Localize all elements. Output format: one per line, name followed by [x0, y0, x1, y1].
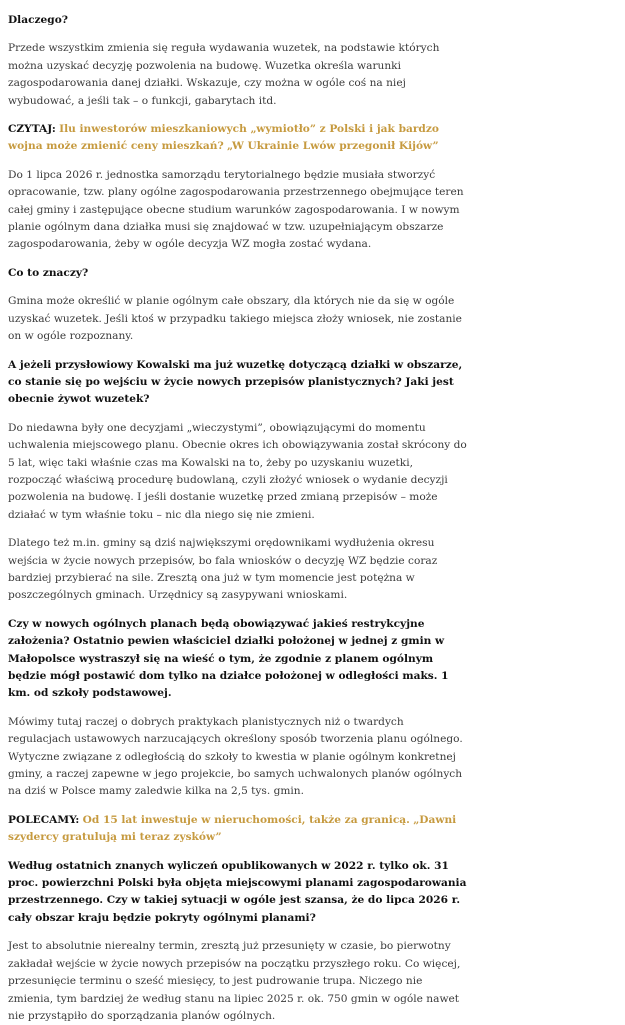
- article-body: [8, 0, 468, 1025]
- related-link[interactable]: „Dawni szydercy gratulują mi teraz zysków”: [8, 813, 457, 844]
- related-link[interactable]: „W Ukrainie Lwów przegonił Kijów”: [227, 140, 439, 153]
- related-link[interactable]: Ilu inwestorów mieszkaniowych „wymiotło” z Polski i jak bardzo wojna może zmienić ceny mieszkań?: [8, 123, 439, 153]
- question-heading: Czy w nowych ogólnych planach będą obowiązywać jakieś restrykcyjne założenia? Ostatnio pewien właściciel działki położonej w jednej z gmin w Małopolsce wystraszył się na wieść o tym, że zgodnie z planem ogólnym będzie mógł postawić dom tylko na działce położonej w odległości maks. 1 km. od szkoły podstawowej.: [8, 617, 449, 700]
- paragraph: Do niedawna były one decyzjami „wieczystymi”, obowiązującymi do momentu uchwalenia miejscowego planu. Obecnie okres ich obowiązywania został skrócony do 5 lat, więc taki właśnie czas ma Kowalski na to, żeby po uzyskaniu wuzetki, rozpocząć właściwą procedurę budowlaną, czyli złożyć wniosek o wydanie decyzji pozwolenia na budowę. I jeśli dostanie wuzetkę przed zmianą przepisów – może działać w tym właśnie toku – nic dla niego się nie zmieni.: [8, 421, 467, 521]
- related-link[interactable]: Od 15 lat inwestuje w nieruchomości, także za granicą.: [82, 813, 410, 826]
- paragraph: Przede wszystkim zmienia się reguła wydawania wuzetek, na podstawie których można uzyskać decyzję pozwolenia na budowę. Wuzetka określa warunki zagospodarowania danej działki. Wskazuje, czy można w ogóle coś na niej wybudować, a jeśli tak – o funkcji, gabarytach itd.: [8, 42, 440, 107]
- question-heading: Według ostatnich znanych wyliczeń opublikowanych w 2022 r. tylko ok. 31 proc. powierzchni Polski była objęta miejscowymi planami zagospodarowania przestrzennego. Czy w takiej sytuacji w ogóle jest szansa, że do lipca 2026 r. cały obszar kraju będzie pokryty ogólnymi planami?: [8, 859, 467, 924]
- related-label: POLECAMY:: [8, 813, 80, 826]
- paragraph: Mówimy tutaj raczej o dobrych praktykach planistycznych niż o twardych regulacjach ustawowych narzucających określony sposób tworzenia planu ogólnego. Wytyczne związane z odległością do szkoły to kwestia w planie ogólnym konkretnej gminy, a raczej zapewne w jego projekcie, bo samych uchwalonych planów ogólnych na dziś w Polsce mamy zaledwie kilka na 2,5 tys. gmin.: [8, 715, 463, 798]
- paragraph: Gmina może określić w planie ogólnym całe obszary, dla których nie da się w ogóle uzyskać wuzetek. Jeśli ktoś w przypadku takiego miejsca złoży wniosek, nie zostanie on w ogóle rozpoznany.: [8, 295, 462, 343]
- related-article-czytaj: [8, 121, 468, 156]
- paragraph: Do 1 lipca 2026 r. jednostka samorządu terytorialnego będzie musiała stworzyć opracowanie, tzw. plany ogólne zagospodarowania przestrzennego obejmujące teren całej gminy i zastępujące obecne studium warunków zagospodarowania. I w nowym planie ogólnym dana działka musi się znajdować w tzw. uzupełniającym obszarze zagospodarowania, żeby w ogóle decyzja WZ mogła zostać wydana.: [8, 168, 464, 251]
- paragraph: Jest to absolutnie nierealny termin, zresztą już przesunięty w czasie, bo pierwotny zakładał wejście w życie nowych przepisów na początku przyszłego roku. Co więcej, przesunięcie terminu o sześć miesięcy, to jest pudrowanie trupa. Niczego nie zmienia, tym bardziej że według stanu na lipiec 2025 r. ok. 750 gmin w ogóle nawet nie przystąpiło do sporządzania planów ogólnych.: [8, 940, 461, 1022]
- related-label: CZYTAJ:: [8, 123, 56, 136]
- paragraph: Dlatego też m.in. gminy są dziś największymi orędownikami wydłużenia okresu wejścia w życie nowych przepisów, bo fala wniosków o decyzję WZ będzie coraz bardziej przybierać na sile. Zresztą ona już w tym momencie jest potężna w poszczególnych gminach. Urzędnicy są zasypywani wnioskami.: [8, 537, 438, 602]
- question-heading: Dlaczego?: [8, 14, 68, 26]
- related-article-polecamy: [8, 812, 468, 847]
- question-heading: A jeżeli przysłowiowy Kowalski ma już wuzetkę dotyczącą działki w obszarze, co stanie się po wejściu w życie nowych przepisów planistycznych? Jaki jest obecnie żywot wuzetek?: [8, 358, 463, 406]
- question-heading: Co to znaczy?: [8, 266, 89, 279]
